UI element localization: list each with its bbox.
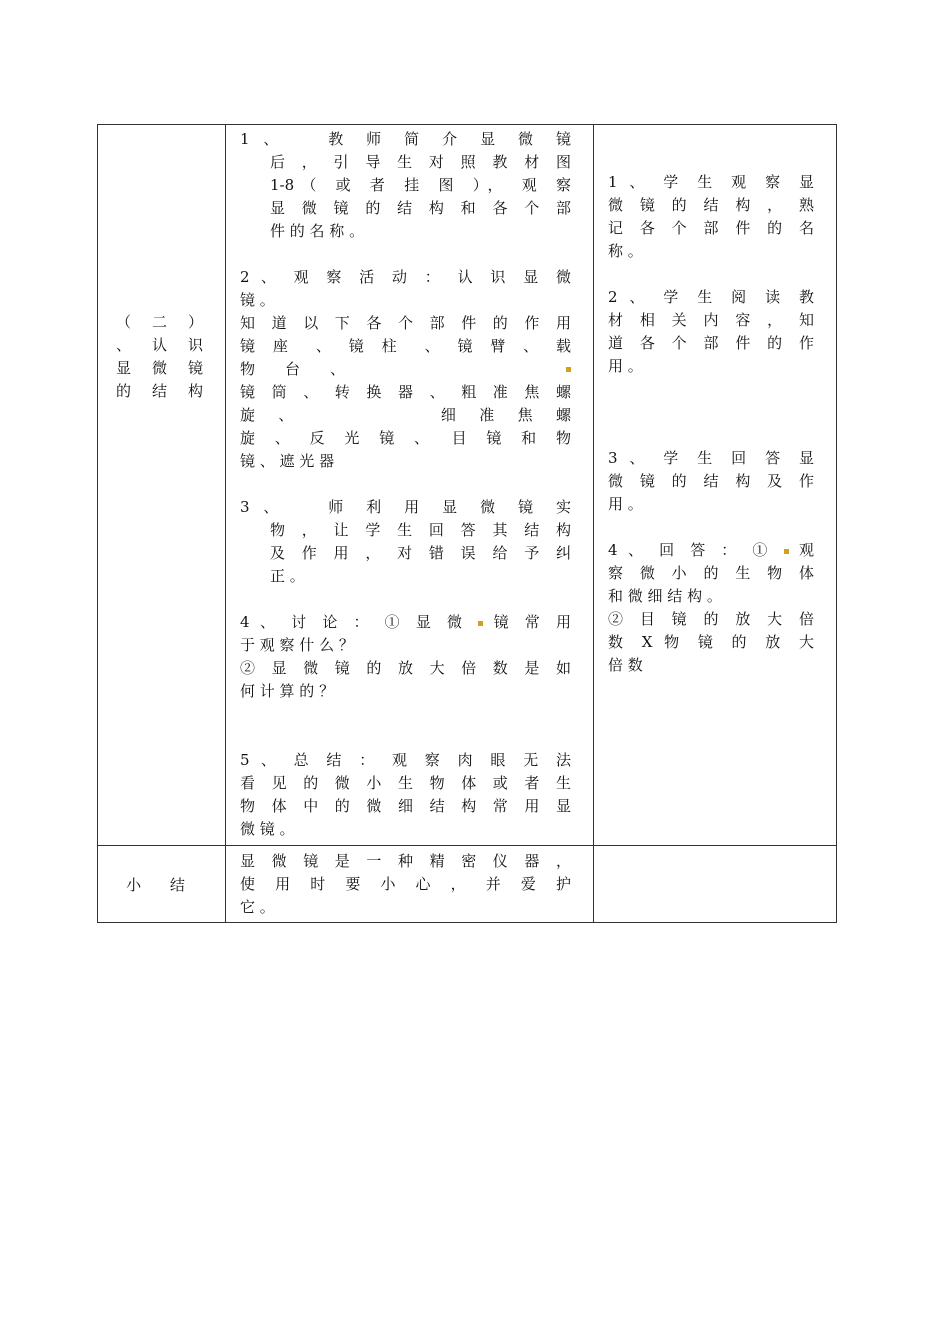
student-text-line: 称 。 (608, 242, 643, 260)
student-text-line: 微 镜 的 结 构 及 作 (608, 472, 814, 490)
student-text-line: 和 微 细 结 构 。 (608, 587, 722, 605)
student-text-line: 用 。 (608, 357, 643, 375)
marker-dot (784, 549, 789, 554)
teacher-text-line: 旋 、 细 准 焦 螺 (240, 406, 571, 424)
student-text-line (608, 539, 814, 562)
teacher-text-line: 物 体 中 的 微 细 结 构 常 用 显 (240, 797, 571, 815)
summary-text-line: 显 微 镜 是 一 种 精 密 仪 器 ， (240, 852, 571, 870)
section-label-line: 显 微 镜 (116, 359, 203, 377)
student-text-line: 用 。 (608, 495, 643, 513)
section-label-line: 、 认 识 (116, 336, 203, 354)
teacher-text-line: 5 、 总 结 ： 观 察 肉 眼 无 法 (240, 751, 571, 769)
student-text-span: 4 、 回 答 ： ① (608, 541, 774, 559)
teacher-text-line: 1 、 教 师 简 介 显 微 镜 (240, 130, 571, 148)
student-text-line: ② 目 镜 的 放 大 倍 (608, 610, 814, 628)
teacher-text-line: 镜 座 、 镜 柱 、 镜 臂 、 载 (240, 337, 571, 355)
teacher-text-line: 看 见 的 微 小 生 物 体 或 者 生 (240, 774, 571, 792)
marker-dot (478, 621, 483, 626)
teacher-text-line: 正 。 (270, 567, 305, 585)
teacher-text-line: 3 、 师 利 用 显 微 镜 实 (240, 498, 571, 516)
teacher-text-line: 显 微 镜 的 结 构 和 各 个 部 (270, 199, 571, 217)
lesson-table (97, 124, 837, 923)
section-label-line: （ 二 ） (116, 313, 203, 331)
teacher-activity-cell (226, 125, 594, 846)
summary-text-line: 使 用 时 要 小 心 ， 并 爱 护 (240, 875, 571, 893)
teacher-text-line: 镜 。 (240, 291, 275, 309)
teacher-text-line: 微 镜 。 (240, 820, 295, 838)
student-text-line: 3 、 学 生 回 答 显 (608, 449, 814, 467)
teacher-text-line (240, 358, 571, 381)
teacher-text-span: 镜 常 用 (493, 613, 571, 631)
teacher-text-span: 4 、 讨 论 ： ① 显 微 (240, 613, 468, 631)
teacher-text-line: 物 ， 让 学 生 回 答 其 结 构 (270, 521, 571, 539)
teacher-text-line: 1-8（ 或 者 挂 图 ）， 观 察 (270, 176, 571, 194)
student-text-line: 数 X 物 镜 的 放 大 (608, 633, 814, 651)
teacher-text-line: 何 计 算 的 ？ (240, 682, 335, 700)
student-text-line: 记 各 个 部 件 的 名 (608, 219, 814, 237)
teacher-text-line: 镜 、 遮 光 器 (240, 452, 335, 470)
teacher-text-line: 件 的 名 称 。 (270, 222, 365, 240)
teacher-text-line: 知 道 以 下 各 个 部 件 的 作 用 (240, 314, 571, 332)
student-text-line: 2 、 学 生 阅 读 教 (608, 288, 814, 306)
student-text-line: 察 微 小 的 生 物 体 (608, 564, 814, 582)
table-row (98, 846, 837, 923)
teacher-text-span: 物 台 、 (240, 360, 346, 378)
teacher-text-line: 2 、 观 察 活 动 ： 认 识 显 微 (240, 268, 571, 286)
student-text-line: 倍 数 (608, 656, 643, 674)
summary-label-cell (98, 846, 226, 923)
section-label-cell (98, 125, 226, 846)
summary-text-line: 它 。 (240, 898, 275, 916)
table-row (98, 125, 837, 846)
teacher-text-line (240, 611, 571, 634)
teacher-text-line: 于 观 察 什 么 ？ (240, 636, 354, 654)
summary-label: 小 结 (126, 876, 197, 894)
student-activity-cell (594, 125, 837, 846)
teacher-text-line: 镜 筒 、 转 换 器 、 粗 准 焦 螺 (240, 383, 571, 401)
marker-dot (566, 367, 571, 372)
section-label-line: 的 结 构 (116, 382, 203, 400)
teacher-text-line: 后 ， 引 导 生 对 照 教 材 图 (270, 153, 571, 171)
student-text-line: 1 、 学 生 观 察 显 (608, 173, 814, 191)
teacher-text-line: ② 显 微 镜 的 放 大 倍 数 是 如 (240, 659, 571, 677)
teacher-text-line: 旋 、 反 光 镜 、 目 镜 和 物 (240, 429, 571, 447)
student-text-span: 观 (798, 541, 814, 559)
student-text-line: 材 相 关 内 容 ， 知 (608, 311, 814, 329)
student-text-line: 微 镜 的 结 构 ， 熟 (608, 196, 814, 214)
student-text-line: 道 各 个 部 件 的 作 (608, 334, 814, 352)
summary-empty-cell (594, 846, 837, 923)
teacher-text-line: 及 作 用 ， 对 错 误 给 予 纠 (270, 544, 571, 562)
summary-content-cell (226, 846, 594, 923)
